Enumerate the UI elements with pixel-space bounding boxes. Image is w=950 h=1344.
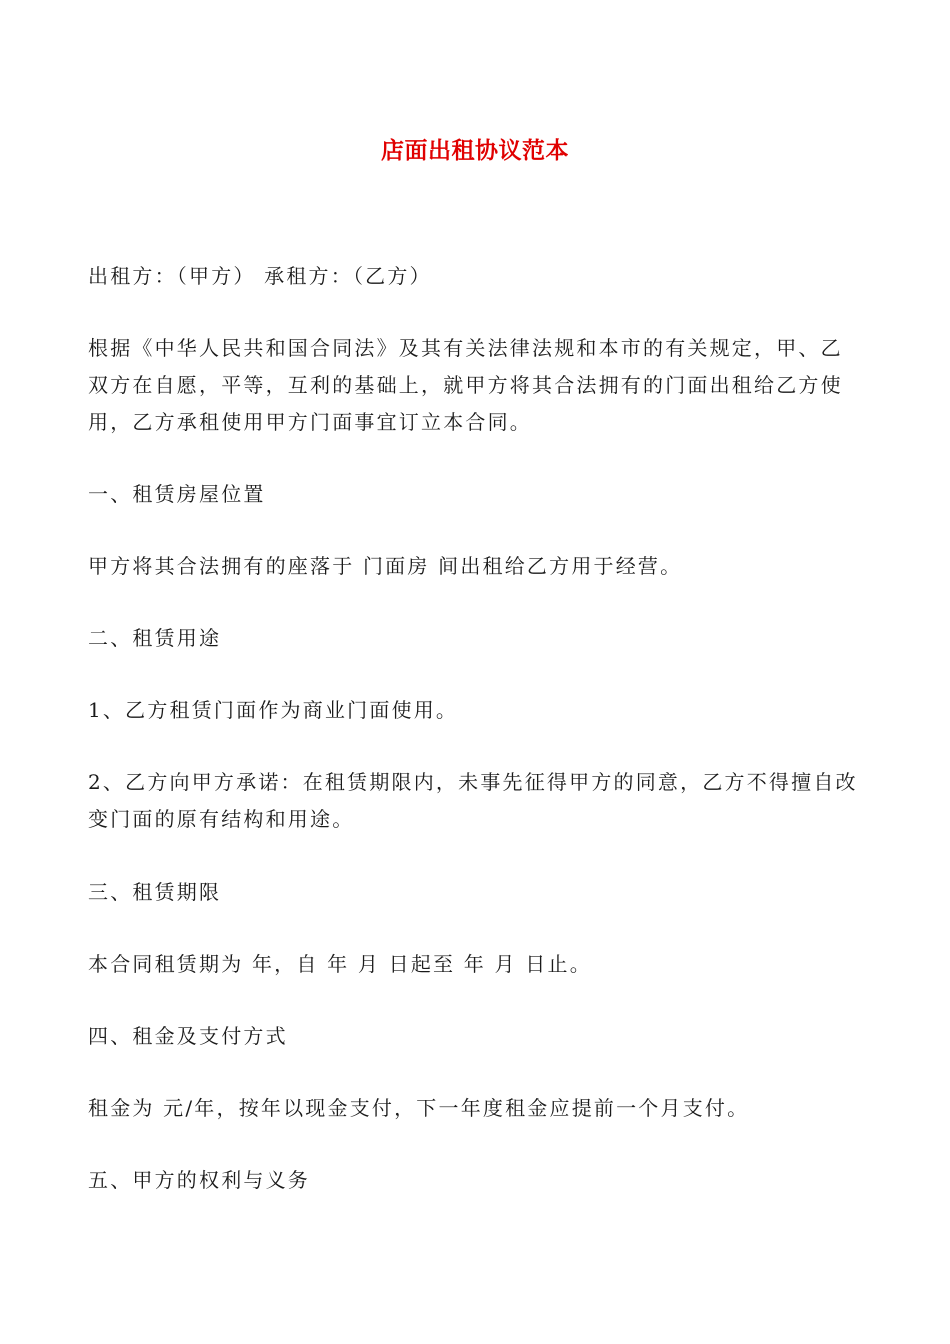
usage-item-2: 2、乙方向甲方承诺：在租赁期限内，未事先征得甲方的同意，乙方不得擅自改变门面的原有结构和用途。 — [88, 770, 858, 831]
section-heading-location: 一、租赁房屋位置 — [88, 482, 266, 506]
section-heading-lessor-rights: 五、甲方的权利与义务 — [88, 1168, 310, 1192]
section-heading-term: 三、租赁期限 — [88, 880, 222, 904]
parties-line: 出租方：（甲方） 承租方：（乙方） — [88, 264, 432, 288]
document-title: 店面出租协议范本 — [381, 138, 569, 164]
usage-item-1: 1、乙方租赁门面作为商业门面使用。 — [88, 698, 459, 722]
section-heading-usage: 二、租赁用途 — [88, 626, 222, 650]
section-heading-rent: 四、租金及支付方式 — [88, 1024, 288, 1048]
rent-paragraph: 租金为 元/年，按年以现金支付，下一年度租金应提前一个月支付。 — [88, 1096, 750, 1120]
location-paragraph: 甲方将其合法拥有的座落于 门面房 间出租给乙方用于经营。 — [88, 554, 683, 578]
preamble-paragraph: 根据《中华人民共和国合同法》及其有关法律法规和本市的有关规定，甲、乙双方在自愿，平等，互利的基础上，就甲方将其合法拥有的门面出租给乙方使用，乙方承租使用甲方门面事宜订立本合同。 — [88, 336, 843, 434]
term-paragraph: 本合同租赁期为 年，自 年 月 日起至 年 月 日止。 — [88, 952, 592, 976]
